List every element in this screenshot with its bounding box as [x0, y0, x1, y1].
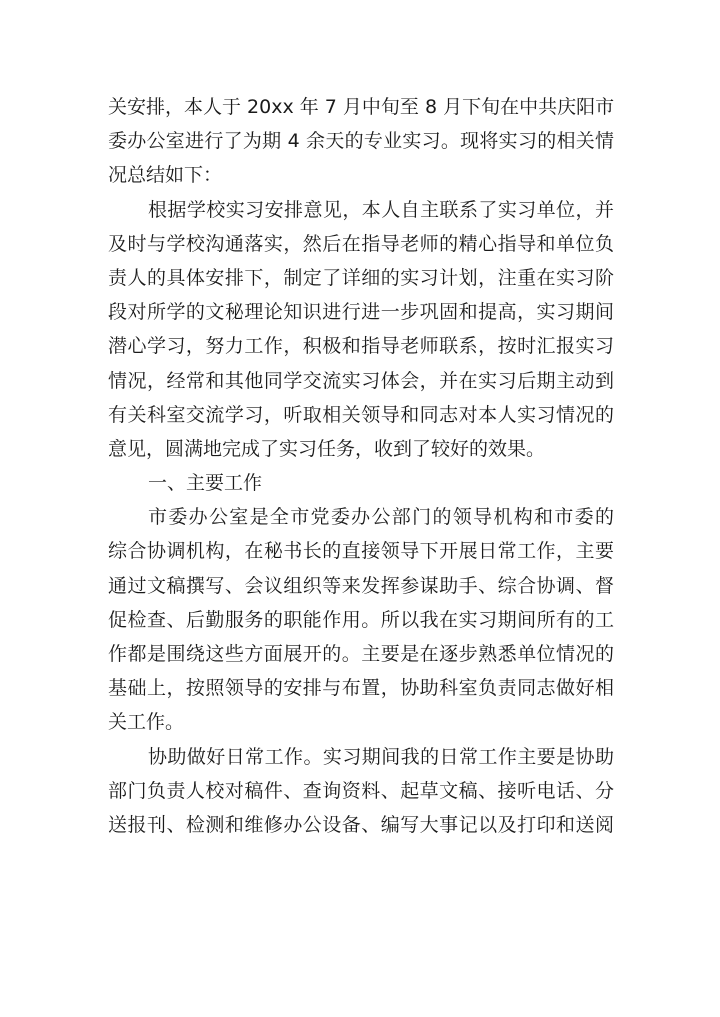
- text-line: 送报刊、检测和维修办公设备、编写大事记以及打印和送阅: [108, 813, 614, 836]
- text-line: 关安排，本人于 20xx 年 7 月中旬至 8 月下旬在中共庆阳市: [108, 96, 614, 118]
- text-line: 通过文稿撰写、会议组织等来发挥参谋助手、综合协调、督: [108, 574, 614, 597]
- text-line: 综合协调机构，在秘书长的直接领导下开展日常工作，主要: [108, 540, 614, 563]
- text-line: 情况，经常和其他同学交流实习体会，并在实习后期主动到: [108, 369, 614, 392]
- text-line: 意见，圆满地完成了实习任务，收到了较好的效果。: [108, 437, 546, 460]
- document-page: [108, 90, 614, 842]
- text-line: 况总结如下：: [108, 164, 223, 187]
- paragraph-office-role: [108, 500, 614, 739]
- text-line: 委办公室进行了为期 4 余天的专业实习。现将实习的相关情: [108, 130, 614, 153]
- text-line: 作都是围绕这些方面展开的。主要是在逐步熟悉单位情况的: [108, 643, 614, 665]
- text-line: 协助做好日常工作。实习期间我的日常工作主要是协助: [148, 745, 614, 768]
- text-line: 有关科室交流学习，听取相关领导和同志对本人实习情况的: [108, 403, 614, 426]
- paragraph-intro: [108, 90, 614, 193]
- paragraph-overview: [108, 193, 614, 467]
- text-line: 市委办公室是全市党委办公部门的领导机构和市委的: [148, 506, 614, 529]
- paragraph-daily-work: [108, 740, 614, 843]
- text-line: 责人的具体安排下，制定了详细的实习计划，注重在实习阶: [108, 266, 614, 289]
- text-line: 促检查、后勤服务的职能作用。所以我在实习期间所有的工: [108, 608, 614, 631]
- text-line: 关工作。: [108, 711, 185, 734]
- text-line: 段对所学的文秘理论知识进行进一步巩固和提高，实习期间: [108, 301, 614, 324]
- section-heading-main-work: [108, 466, 614, 500]
- text-line: 根据学校实习安排意见，本人自主联系了实习单位，并: [148, 198, 614, 221]
- section-heading: 一、主要工作: [148, 472, 263, 495]
- text-line: 部门负责人校对稿件、查询资料、起草文稿、接听电话、分: [108, 779, 614, 802]
- text-line: 基础上，按照领导的安排与布置，协助科室负责同志做好相: [108, 677, 614, 700]
- text-line: 及时与学校沟通落实，然后在指导老师的精心指导和单位负: [108, 232, 614, 255]
- text-line: 潜心学习，努力工作，积极和指导老师联系，按时汇报实习: [108, 335, 614, 358]
